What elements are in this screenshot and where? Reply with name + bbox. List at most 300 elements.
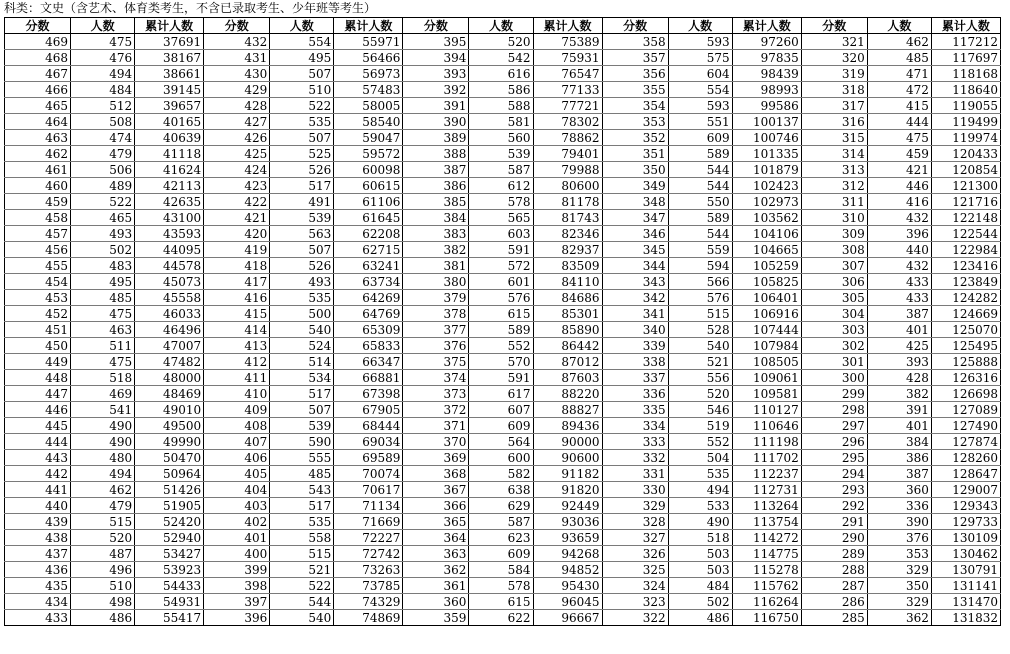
cell-score: 315	[801, 130, 867, 146]
cell-cumulative: 41624	[135, 162, 204, 178]
cell-count: 522	[71, 194, 135, 210]
cell-score: 416	[204, 290, 270, 306]
cell-count: 502	[668, 594, 732, 610]
cell-score: 297	[801, 418, 867, 434]
cell-score: 411	[204, 370, 270, 386]
cell-count: 572	[469, 258, 533, 274]
cell-cumulative: 59572	[334, 146, 403, 162]
cell-score: 330	[602, 482, 668, 498]
cell-count: 382	[867, 386, 931, 402]
cell-score: 299	[801, 386, 867, 402]
cell-score: 449	[5, 354, 71, 370]
cell-count: 554	[270, 34, 334, 50]
cell-count: 629	[469, 498, 533, 514]
cell-cumulative: 121300	[931, 178, 1000, 194]
cell-cumulative: 87012	[533, 354, 602, 370]
cell-score: 394	[403, 50, 469, 66]
cell-count: 617	[469, 386, 533, 402]
cell-cumulative: 131141	[931, 578, 1000, 594]
cell-count: 490	[71, 418, 135, 434]
cell-cumulative: 42635	[135, 194, 204, 210]
cell-cumulative: 131470	[931, 594, 1000, 610]
cell-cumulative: 112731	[732, 482, 801, 498]
cell-score: 324	[602, 578, 668, 594]
cell-count: 616	[469, 66, 533, 82]
cell-cumulative: 115762	[732, 578, 801, 594]
cell-score: 431	[204, 50, 270, 66]
cell-count: 623	[469, 530, 533, 546]
cell-score: 451	[5, 322, 71, 338]
cell-cumulative: 49010	[135, 402, 204, 418]
cell-cumulative: 119499	[931, 114, 1000, 130]
cell-score: 410	[204, 386, 270, 402]
cell-score: 342	[602, 290, 668, 306]
cell-count: 503	[668, 562, 732, 578]
cell-cumulative: 94852	[533, 562, 602, 578]
cell-score: 298	[801, 402, 867, 418]
cell-score: 465	[5, 98, 71, 114]
cell-score: 385	[403, 194, 469, 210]
cell-count: 462	[71, 482, 135, 498]
cell-cumulative: 97835	[732, 50, 801, 66]
cell-count: 576	[469, 290, 533, 306]
cell-count: 484	[668, 578, 732, 594]
cell-count: 544	[668, 226, 732, 242]
cell-cumulative: 94268	[533, 546, 602, 562]
cell-count: 462	[867, 34, 931, 50]
cell-score: 338	[602, 354, 668, 370]
cell-score: 467	[5, 66, 71, 82]
cell-count: 428	[867, 370, 931, 386]
cell-cumulative: 50470	[135, 450, 204, 466]
cell-cumulative: 68444	[334, 418, 403, 434]
cell-score: 320	[801, 50, 867, 66]
header-score: 分数	[204, 18, 270, 34]
cell-count: 476	[71, 50, 135, 66]
cell-count: 494	[71, 66, 135, 82]
cell-count: 584	[469, 562, 533, 578]
cell-score: 364	[403, 530, 469, 546]
cell-score: 457	[5, 226, 71, 242]
table-row	[5, 194, 1001, 210]
cell-cumulative: 49500	[135, 418, 204, 434]
cell-count: 496	[71, 562, 135, 578]
cell-count: 566	[668, 274, 732, 290]
table-row	[5, 210, 1001, 226]
cell-cumulative: 87603	[533, 370, 602, 386]
cell-count: 329	[867, 562, 931, 578]
cell-count: 541	[71, 402, 135, 418]
cell-cumulative: 56973	[334, 66, 403, 82]
cell-score: 415	[204, 306, 270, 322]
cell-count: 542	[469, 50, 533, 66]
cell-score: 349	[602, 178, 668, 194]
cell-cumulative: 54433	[135, 578, 204, 594]
header-score: 分数	[5, 18, 71, 34]
table-row	[5, 162, 1001, 178]
cell-count: 517	[270, 498, 334, 514]
header-cumulative: 累计人数	[732, 18, 801, 34]
cell-count: 386	[867, 450, 931, 466]
cell-score: 384	[403, 210, 469, 226]
cell-score: 352	[602, 130, 668, 146]
table-row	[5, 258, 1001, 274]
table-row	[5, 402, 1001, 418]
cell-score: 468	[5, 50, 71, 66]
cell-cumulative: 61645	[334, 210, 403, 226]
cell-score: 440	[5, 498, 71, 514]
cell-score: 310	[801, 210, 867, 226]
cell-count: 507	[270, 130, 334, 146]
cell-count: 554	[668, 82, 732, 98]
cell-count: 581	[469, 114, 533, 130]
cell-score: 322	[602, 610, 668, 626]
table-body	[5, 34, 1001, 626]
cell-count: 495	[270, 50, 334, 66]
cell-count: 486	[71, 610, 135, 626]
cell-score: 406	[204, 450, 270, 466]
cell-score: 351	[602, 146, 668, 162]
cell-score: 442	[5, 466, 71, 482]
cell-score: 344	[602, 258, 668, 274]
cell-cumulative: 74329	[334, 594, 403, 610]
cell-count: 469	[71, 386, 135, 402]
cell-score: 327	[602, 530, 668, 546]
table-row	[5, 322, 1001, 338]
table-row	[5, 466, 1001, 482]
cell-count: 350	[867, 578, 931, 594]
cell-cumulative: 116750	[732, 610, 801, 626]
cell-score: 402	[204, 514, 270, 530]
cell-count: 582	[469, 466, 533, 482]
cell-cumulative: 91820	[533, 482, 602, 498]
cell-count: 390	[867, 514, 931, 530]
cell-count: 552	[469, 338, 533, 354]
table-row	[5, 242, 1001, 258]
cell-cumulative: 67905	[334, 402, 403, 418]
cell-score: 377	[403, 322, 469, 338]
cell-score: 466	[5, 82, 71, 98]
cell-score: 428	[204, 98, 270, 114]
cell-count: 494	[668, 482, 732, 498]
cell-score: 348	[602, 194, 668, 210]
cell-count: 535	[270, 290, 334, 306]
cell-count: 540	[270, 322, 334, 338]
cell-cumulative: 60098	[334, 162, 403, 178]
cell-cumulative: 99586	[732, 98, 801, 114]
cell-score: 296	[801, 434, 867, 450]
table-row	[5, 594, 1001, 610]
cell-cumulative: 81178	[533, 194, 602, 210]
cell-score: 371	[403, 418, 469, 434]
cell-score: 308	[801, 242, 867, 258]
cell-count: 517	[270, 386, 334, 402]
cell-cumulative: 48000	[135, 370, 204, 386]
cell-score: 329	[602, 498, 668, 514]
cell-score: 400	[204, 546, 270, 562]
cell-cumulative: 88220	[533, 386, 602, 402]
cell-score: 398	[204, 578, 270, 594]
cell-cumulative: 115278	[732, 562, 801, 578]
cell-score: 439	[5, 514, 71, 530]
cell-cumulative: 67398	[334, 386, 403, 402]
cell-score: 361	[403, 578, 469, 594]
cell-cumulative: 57483	[334, 82, 403, 98]
cell-score: 289	[801, 546, 867, 562]
cell-score: 362	[403, 562, 469, 578]
cell-cumulative: 69589	[334, 450, 403, 466]
cell-score: 378	[403, 306, 469, 322]
cell-score: 381	[403, 258, 469, 274]
table-row	[5, 338, 1001, 354]
cell-cumulative: 52940	[135, 530, 204, 546]
cell-score: 341	[602, 306, 668, 322]
cell-count: 510	[71, 578, 135, 594]
cell-count: 521	[668, 354, 732, 370]
cell-cumulative: 126316	[931, 370, 1000, 386]
cell-count: 396	[867, 226, 931, 242]
cell-count: 524	[270, 338, 334, 354]
cell-count: 544	[668, 178, 732, 194]
cell-cumulative: 73263	[334, 562, 403, 578]
cell-cumulative: 86442	[533, 338, 602, 354]
cell-cumulative: 98993	[732, 82, 801, 98]
table-row	[5, 178, 1001, 194]
cell-cumulative: 48469	[135, 386, 204, 402]
cell-score: 343	[602, 274, 668, 290]
cell-score: 376	[403, 338, 469, 354]
cell-cumulative: 93036	[533, 514, 602, 530]
cell-score: 359	[403, 610, 469, 626]
cell-cumulative: 56466	[334, 50, 403, 66]
cell-cumulative: 78302	[533, 114, 602, 130]
cell-score: 375	[403, 354, 469, 370]
cell-cumulative: 42113	[135, 178, 204, 194]
cell-count: 589	[668, 146, 732, 162]
cell-score: 373	[403, 386, 469, 402]
cell-count: 539	[469, 146, 533, 162]
cell-score: 438	[5, 530, 71, 546]
cell-cumulative: 89436	[533, 418, 602, 434]
table-row	[5, 226, 1001, 242]
cell-score: 372	[403, 402, 469, 418]
cell-cumulative: 55417	[135, 610, 204, 626]
cell-cumulative: 39657	[135, 98, 204, 114]
cell-count: 518	[71, 370, 135, 386]
cell-count: 494	[71, 466, 135, 482]
cell-cumulative: 51905	[135, 498, 204, 514]
cell-count: 539	[270, 210, 334, 226]
cell-count: 486	[668, 610, 732, 626]
cell-score: 379	[403, 290, 469, 306]
cell-score: 408	[204, 418, 270, 434]
cell-cumulative: 64769	[334, 306, 403, 322]
cell-cumulative: 84686	[533, 290, 602, 306]
cell-score: 365	[403, 514, 469, 530]
cell-cumulative: 105825	[732, 274, 801, 290]
cell-score: 374	[403, 370, 469, 386]
cell-score: 418	[204, 258, 270, 274]
cell-score: 314	[801, 146, 867, 162]
cell-score: 325	[602, 562, 668, 578]
cell-cumulative: 100137	[732, 114, 801, 130]
cell-cumulative: 122148	[931, 210, 1000, 226]
cell-score: 456	[5, 242, 71, 258]
cell-score: 360	[403, 594, 469, 610]
cell-score: 424	[204, 162, 270, 178]
cell-score: 291	[801, 514, 867, 530]
cell-score: 450	[5, 338, 71, 354]
cell-cumulative: 113264	[732, 498, 801, 514]
cell-count: 638	[469, 482, 533, 498]
cell-score: 454	[5, 274, 71, 290]
cell-count: 506	[71, 162, 135, 178]
cell-cumulative: 47007	[135, 338, 204, 354]
table-row	[5, 354, 1001, 370]
cell-count: 493	[270, 274, 334, 290]
cell-score: 323	[602, 594, 668, 610]
cell-score: 437	[5, 546, 71, 562]
header-cumulative: 累计人数	[533, 18, 602, 34]
cell-count: 600	[469, 450, 533, 466]
cell-cumulative: 49990	[135, 434, 204, 450]
cell-score: 332	[602, 450, 668, 466]
cell-count: 508	[71, 114, 135, 130]
cell-count: 556	[668, 370, 732, 386]
cell-count: 534	[270, 370, 334, 386]
cell-cumulative: 40639	[135, 130, 204, 146]
cell-score: 331	[602, 466, 668, 482]
cell-cumulative: 97260	[732, 34, 801, 50]
header-count: 人数	[469, 18, 533, 34]
cell-score: 380	[403, 274, 469, 290]
cell-score: 354	[602, 98, 668, 114]
cell-count: 521	[270, 562, 334, 578]
cell-cumulative: 123849	[931, 274, 1000, 290]
cell-cumulative: 111702	[732, 450, 801, 466]
cell-score: 396	[204, 610, 270, 626]
cell-score: 304	[801, 306, 867, 322]
table-row	[5, 274, 1001, 290]
cell-cumulative: 131832	[931, 610, 1000, 626]
cell-cumulative: 93659	[533, 530, 602, 546]
cell-count: 440	[867, 242, 931, 258]
cell-cumulative: 81743	[533, 210, 602, 226]
cell-cumulative: 113754	[732, 514, 801, 530]
cell-score: 292	[801, 498, 867, 514]
cell-cumulative: 109061	[732, 370, 801, 386]
header-score: 分数	[801, 18, 867, 34]
cell-cumulative: 46033	[135, 306, 204, 322]
cell-score: 389	[403, 130, 469, 146]
cell-score: 382	[403, 242, 469, 258]
cell-cumulative: 98439	[732, 66, 801, 82]
cell-count: 463	[71, 322, 135, 338]
cell-score: 464	[5, 114, 71, 130]
cell-count: 432	[867, 258, 931, 274]
cell-score: 286	[801, 594, 867, 610]
cell-count: 498	[71, 594, 135, 610]
cell-score: 425	[204, 146, 270, 162]
cell-count: 495	[71, 274, 135, 290]
cell-count: 520	[668, 386, 732, 402]
cell-count: 522	[270, 578, 334, 594]
cell-cumulative: 62715	[334, 242, 403, 258]
cell-count: 490	[71, 434, 135, 450]
cell-count: 594	[668, 258, 732, 274]
cell-score: 303	[801, 322, 867, 338]
cell-count: 589	[469, 322, 533, 338]
cell-cumulative: 44095	[135, 242, 204, 258]
cell-count: 587	[469, 514, 533, 530]
cell-count: 514	[270, 354, 334, 370]
cell-cumulative: 37691	[135, 34, 204, 50]
cell-count: 465	[71, 210, 135, 226]
cell-count: 362	[867, 610, 931, 626]
cell-cumulative: 71669	[334, 514, 403, 530]
cell-score: 429	[204, 82, 270, 98]
cell-count: 528	[668, 322, 732, 338]
cell-score: 417	[204, 274, 270, 290]
cell-count: 533	[668, 498, 732, 514]
cell-cumulative: 118640	[931, 82, 1000, 98]
cell-cumulative: 111198	[732, 434, 801, 450]
table-row	[5, 370, 1001, 386]
cell-cumulative: 122984	[931, 242, 1000, 258]
cell-count: 507	[270, 66, 334, 82]
cell-cumulative: 47482	[135, 354, 204, 370]
cell-score: 422	[204, 194, 270, 210]
cell-score: 311	[801, 194, 867, 210]
table-row	[5, 434, 1001, 450]
cell-cumulative: 100746	[732, 130, 801, 146]
cell-cumulative: 91182	[533, 466, 602, 482]
cell-score: 326	[602, 546, 668, 562]
cell-cumulative: 85301	[533, 306, 602, 322]
cell-count: 559	[668, 242, 732, 258]
table-row	[5, 306, 1001, 322]
cell-cumulative: 125070	[931, 322, 1000, 338]
cell-cumulative: 127490	[931, 418, 1000, 434]
cell-score: 420	[204, 226, 270, 242]
cell-score: 393	[403, 66, 469, 82]
cell-cumulative: 106401	[732, 290, 801, 306]
cell-count: 487	[71, 546, 135, 562]
cell-cumulative: 76547	[533, 66, 602, 82]
cell-count: 353	[867, 546, 931, 562]
cell-count: 526	[270, 162, 334, 178]
cell-cumulative: 101879	[732, 162, 801, 178]
cell-score: 462	[5, 146, 71, 162]
cell-count: 432	[867, 210, 931, 226]
cell-cumulative: 44578	[135, 258, 204, 274]
cell-count: 575	[668, 50, 732, 66]
cell-count: 535	[270, 114, 334, 130]
cell-count: 540	[668, 338, 732, 354]
header-count: 人数	[867, 18, 931, 34]
cell-count: 480	[71, 450, 135, 466]
cell-count: 475	[71, 306, 135, 322]
cell-cumulative: 64269	[334, 290, 403, 306]
cell-cumulative: 70074	[334, 466, 403, 482]
cell-score: 436	[5, 562, 71, 578]
cell-count: 607	[469, 402, 533, 418]
cell-score: 386	[403, 178, 469, 194]
cell-score: 403	[204, 498, 270, 514]
cell-score: 404	[204, 482, 270, 498]
cell-count: 520	[71, 530, 135, 546]
cell-cumulative: 128647	[931, 466, 1000, 482]
